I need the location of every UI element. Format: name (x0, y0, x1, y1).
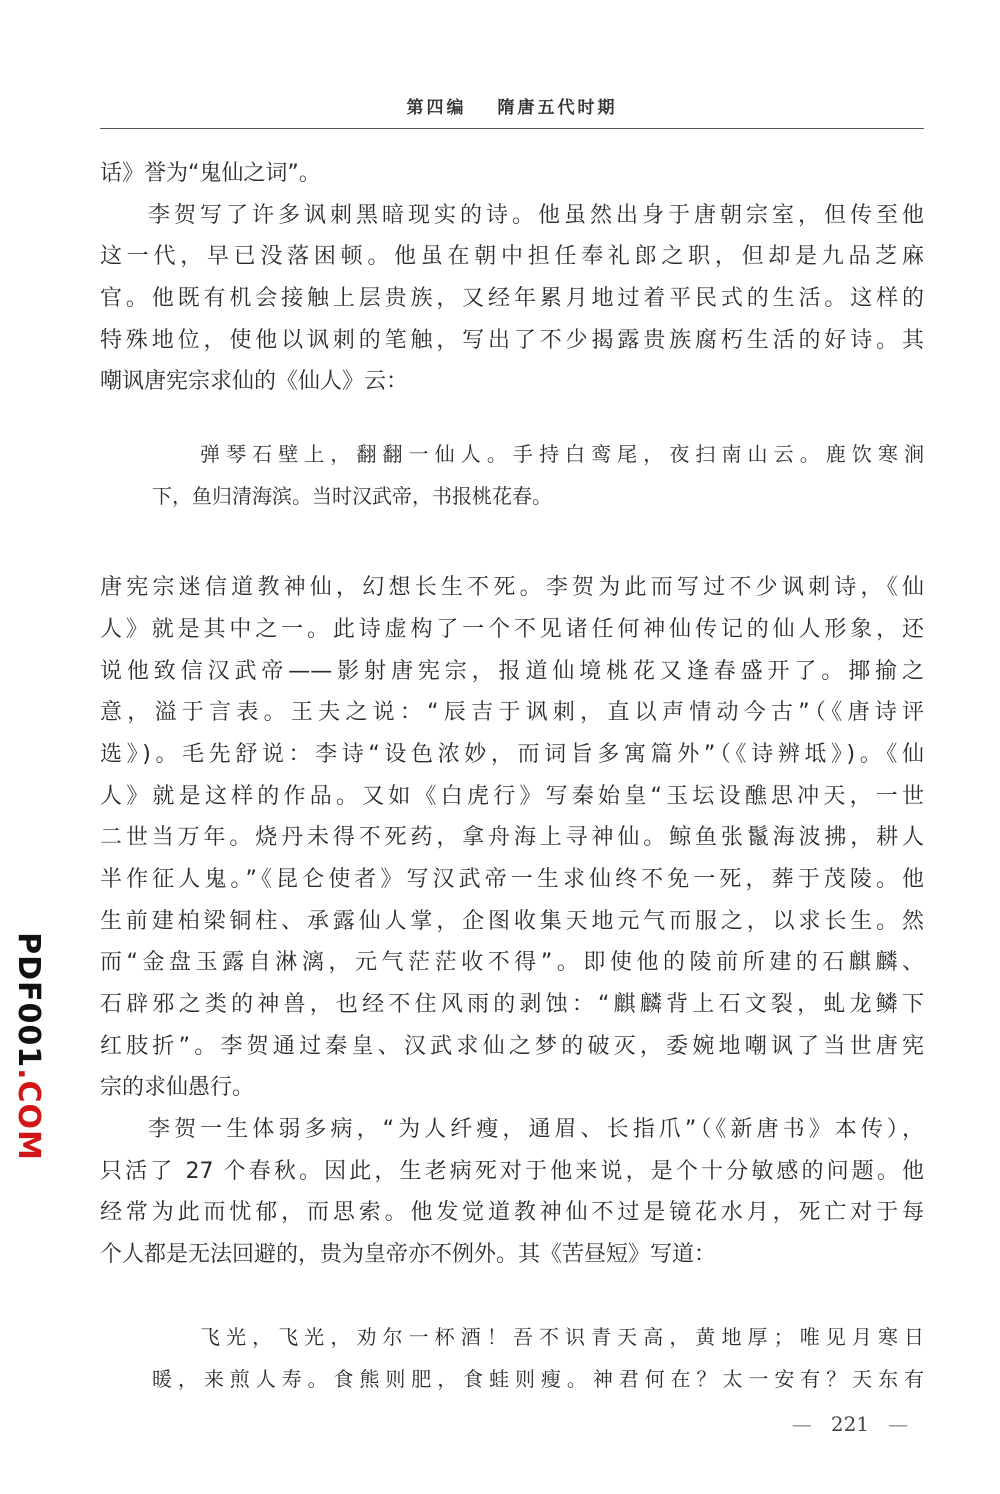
text-line: 意，溢于言表。王夫之说：“辰吉于讽刺，直以声情动今古”（《唐诗评 (100, 700, 924, 726)
watermark (10, 931, 46, 1161)
text-line: 个人都是无法回避的，贵为皇帝亦不例外。其《苦昼短》写道： (100, 1242, 717, 1268)
watermark-domain: .COM (10, 1067, 46, 1161)
header-period: 隋唐五代时期 (497, 98, 618, 118)
poem-line: 飞光，飞光，劝尔一杯酒！吾不识青天高，黄地厚；唯见月寒日 (200, 1324, 924, 1349)
page-number (780, 1412, 920, 1436)
text-line: 官。他既有机会接触上层贵族，又经年累月地过着平民式的生活。这样的 (100, 286, 924, 312)
poem-line: 下，鱼归清海滨。当时汉武帝，书报桃花春。 (152, 484, 552, 509)
text-line: 李贺一生体弱多病，“为人纤瘦，通眉、长指爪”（《新唐书》本传）， (148, 1117, 924, 1143)
text-line: 选》)。毛先舒说：李诗“设色浓妙，而词旨多寓篇外”（《诗辨坻》)。《仙 (100, 741, 924, 767)
running-header (100, 93, 924, 118)
text-line: 唐宪宗迷信道教神仙，幻想长生不死。李贺为此而写过不少讽刺诗，《仙 (100, 575, 924, 601)
page-number-dash: — (791, 1412, 812, 1436)
poem-line: 暖，来煎人寿。食熊则肥，食蛙则瘦。神君何在？太一安有？天东有 (152, 1366, 924, 1391)
text-line: 经常为此而忧郁，而思索。他发觉道教神仙不过是镜花水月，死亡对于每 (100, 1200, 924, 1226)
text-line: 这一代，早已没落困顿。他虽在朝中担任奉礼郎之职，但却是九品芝麻 (100, 244, 924, 270)
header-part: 第四编 (406, 98, 467, 118)
text-line: 话》誉为“鬼仙之词”。 (100, 161, 321, 186)
header-rule (100, 128, 924, 129)
text-line: 二世当万年。烧丹未得不死药，拿舟海上寻神仙。鲸鱼张鬣海波拂，耕人 (100, 825, 924, 851)
text-line: 人》就是这样的作品。又如《白虎行》写秦始皇“玉坛设醮思冲天，一世 (100, 783, 924, 809)
page-number-value: 221 (830, 1412, 870, 1436)
text-line: 红肢折”。李贺通过秦皇、汉武求仙之梦的破灭，委婉地嘲讽了当世唐宪 (100, 1033, 924, 1059)
text-line: 说他致信汉武帝——影射唐宪宗，报道仙境桃花又逢春盛开了。揶揄之 (100, 658, 924, 684)
page-number-dash: — (888, 1412, 909, 1436)
text-line: 半作征人鬼。”《昆仑使者》写汉武帝一生求仙终不免一死，葬于茂陵。他 (100, 866, 924, 892)
text-line: 只活了 27 个春秋。因此，生老病死对于他来说，是个十分敏感的问题。他 (100, 1158, 924, 1184)
text-line: 嘲讽唐宪宗求仙的《仙人》云： (100, 369, 409, 395)
poem-line: 弹琴石壁上，翻翻一仙人。手持白鸾尾，夜扫南山云。鹿饮寒涧 (200, 442, 924, 467)
text-line: 人》就是其中之一。此诗虚构了一个不见诸任何神仙传记的仙人形象，还 (100, 616, 924, 642)
text-line: 李贺写了许多讽刺黑暗现实的诗。他虽然出身于唐朝宗室，但传至他 (148, 202, 924, 228)
text-line: 特殊地位，使他以讽刺的笔触，写出了不少揭露贵族腐朽生活的好诗。其 (100, 327, 924, 353)
text-line: 石辟邪之类的神兽，也经不住风雨的剥蚀：“麒麟背上石文裂，虬龙鳞下 (100, 992, 924, 1017)
page-body (100, 153, 924, 1400)
watermark-text: PDF001 (10, 931, 46, 1068)
text-line: 生前建柏梁铜柱、承露仙人掌，企图收集天地元气而服之，以求长生。然 (100, 908, 924, 934)
text-line: 而“金盘玉露自淋漓，元气茫茫收不得”。即使他的陵前所建的石麒麟、 (100, 950, 924, 976)
text-line: 宗的求仙愚行。 (100, 1075, 255, 1101)
